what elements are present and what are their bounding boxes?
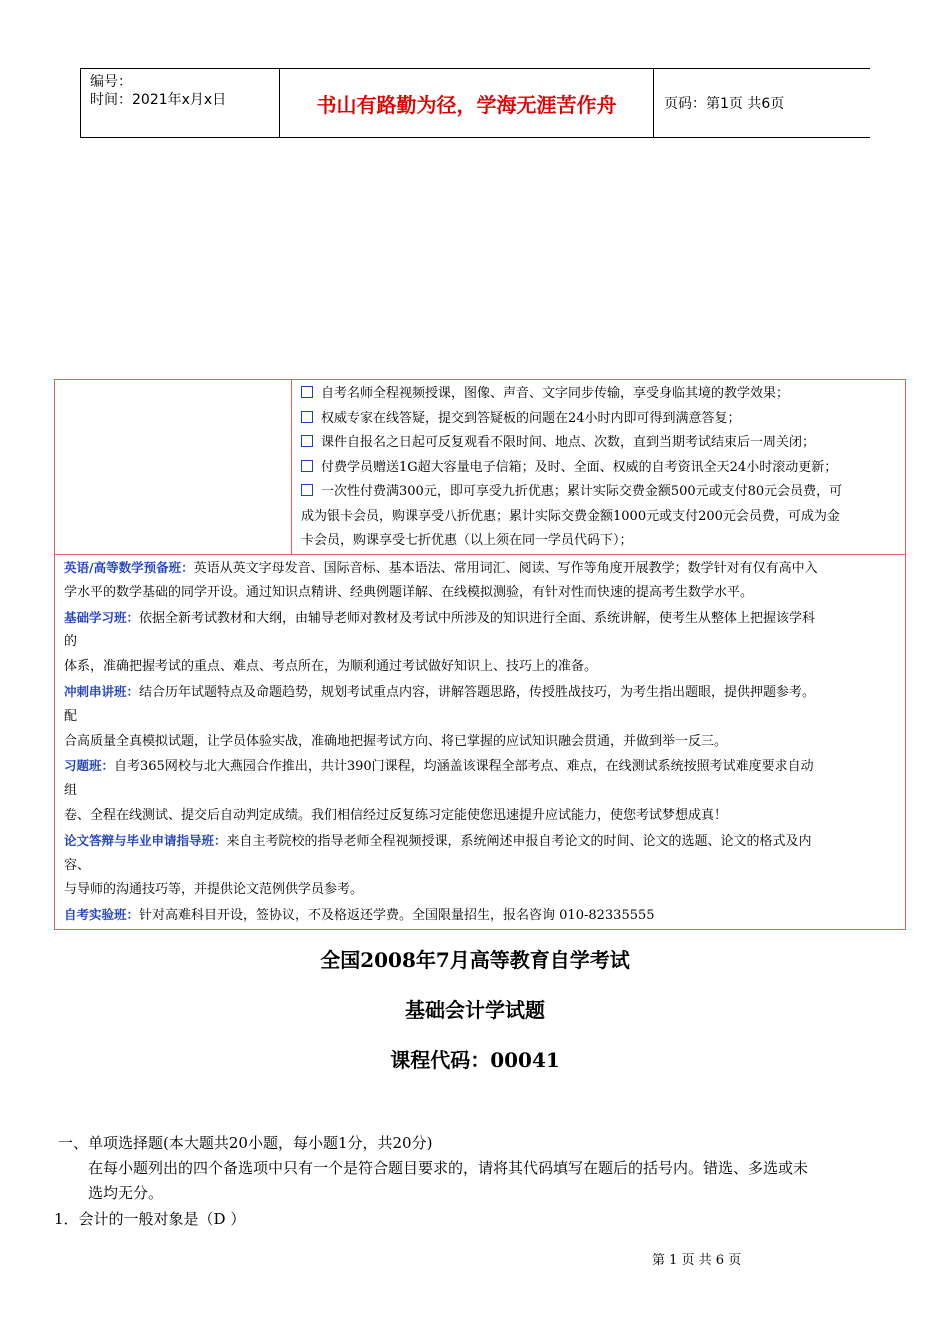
- course-item-cont: 卷、全程在线测试、提交后自动判定成绩。我们相信经过反复练习定能使您迅速提升应试能力，使您考试梦想成真！: [64, 807, 728, 823]
- feature-item: 付费学员赠送1G超大容量电子信箱；及时、全面、权威的自考资讯全天24小时滚动更新；: [301, 456, 901, 481]
- course-item: 英语/高等数学预备班：英语从英文字母发音、国际音标、基本语法、常用词汇、阅读、写作等角度开展教学；数学针对有仅有高中入: [64, 560, 818, 576]
- course-item: 论文答辩与毕业申请指导班：来自主考院校的指导老师全程视频授课，系统阐述申报自考论文的时间、论文的选题、论文的格式及内: [64, 832, 812, 849]
- feature-item: 课件自报名之日起可反复观看不限时间、地点、次数，直到当期考试结束后一周关闭；: [301, 431, 901, 456]
- feature-item-cont: 成为银卡会员，购课享受八折优惠；累计实际交费金额1000元或支付200元会员费，可成为金: [301, 508, 840, 524]
- exam-title: 全国2008年7月高等教育自学考试: [320, 948, 630, 972]
- feature-list: [301, 382, 901, 554]
- exam-subject: 基础会计学试题: [405, 998, 545, 1022]
- number-label: 编号：: [90, 74, 132, 90]
- checkbox-icon: [301, 484, 313, 496]
- header-motto: 书山有路勤为径，学海无涯苦作舟: [280, 69, 654, 137]
- course-item-cont: 容、: [64, 857, 91, 873]
- course-item-cont: 体系，准确把握考试的重点、难点、考点所在，为顺利通过考试做好知识上、技巧上的准备。: [64, 659, 598, 675]
- checkbox-icon: [301, 386, 313, 398]
- ad-box-left-cell: [55, 380, 292, 554]
- page-footer: 第 1 页 共 6 页: [652, 1253, 742, 1268]
- feature-item: 自考名师全程视频授课，图像、声音、文字同步传输，享受身临其境的教学效果；: [301, 382, 901, 407]
- course-list: [64, 556, 904, 928]
- course-item-cont: 组: [64, 783, 78, 799]
- header-meta: [80, 69, 280, 137]
- course-item-cont: 配: [64, 708, 78, 724]
- header-page-info: 页码：第1页 共6页: [664, 96, 785, 112]
- section-instruction: 在每小题列出的四个备选项中只有一个是符合题目要求的，请将其代码填写在题后的括号内。错选、多选或未: [88, 1159, 809, 1177]
- ad-box: [54, 379, 906, 930]
- checkbox-icon: [301, 435, 313, 447]
- course-name: 习题班：: [64, 758, 115, 774]
- checkbox-icon: [301, 411, 313, 423]
- course-item: 冲刺串讲班：结合历年试题特点及命题趋势，规划考试重点内容，讲解答题思路，传授胜战技巧，为考生指出题眼，提供押题参考。: [64, 683, 816, 700]
- checkbox-icon: [301, 460, 313, 472]
- course-item: 基础学习班：依据全新考试教材和大纲，由辅导老师对教材及考试中所涉及的知识进行全面、系统讲解，使考生从整体上把握该学科: [64, 609, 816, 626]
- course-item-cont: 与导师的沟通技巧等，并提供论文范例供学员参考。: [64, 882, 364, 898]
- course-item: 自考实验班：针对高难科目开设，签协议，不及格返还学费。全国限量招生，报名咨询 010-82335555: [64, 907, 655, 924]
- course-item: 习题班：自考365网校与北大燕园合作推出，共计390门课程，均涵盖该课程全部考点、难点，在线测试系统按照考试难度要求自动: [64, 758, 814, 775]
- course-name: 论文答辩与毕业申请指导班：: [64, 832, 227, 848]
- course-item-cont: 合高质量全真模拟试题，让学员体验实战，准确地把握考试方向、将已掌握的应试知识融会贯通，并做到举一反三。: [64, 733, 728, 749]
- course-name: 英语/高等数学预备班：: [64, 560, 194, 575]
- exam-course-code: 课程代码：00041: [390, 1048, 560, 1072]
- course-name: 自考实验班：: [64, 907, 140, 923]
- feature-item-cont: 卡会员，购课享受七折优惠（以上须在同一学员代码下）；: [301, 533, 633, 548]
- page-header: [80, 68, 870, 138]
- course-item-cont: 学水平的数学基础的同学开设。通过知识点精讲、经典例题详解、在线模拟测验，有针对性而快速的提高考生数学水平。: [64, 584, 754, 600]
- time-label: 时间：2021年x月x日: [90, 92, 227, 108]
- question-1: 1．会计的一般对象是（D ）: [54, 1210, 246, 1228]
- course-name: 冲刺串讲班：: [64, 683, 140, 699]
- feature-item: 权威专家在线答疑，提交到答疑板的问题在24小时内即可得到满意答复；: [301, 407, 901, 432]
- course-name: 基础学习班：: [64, 609, 140, 625]
- ad-box-top: [55, 380, 905, 555]
- section-instruction-cont: 选均无分。: [88, 1184, 164, 1202]
- feature-item: 一次性付费满300元，即可享受九折优惠；累计实际交费金额500元或支付80元会员费，可: [301, 480, 901, 505]
- section-heading: 一、单项选择题(本大题共20小题，每小题1分，共20分): [58, 1134, 433, 1152]
- course-item-cont: 的: [64, 634, 78, 650]
